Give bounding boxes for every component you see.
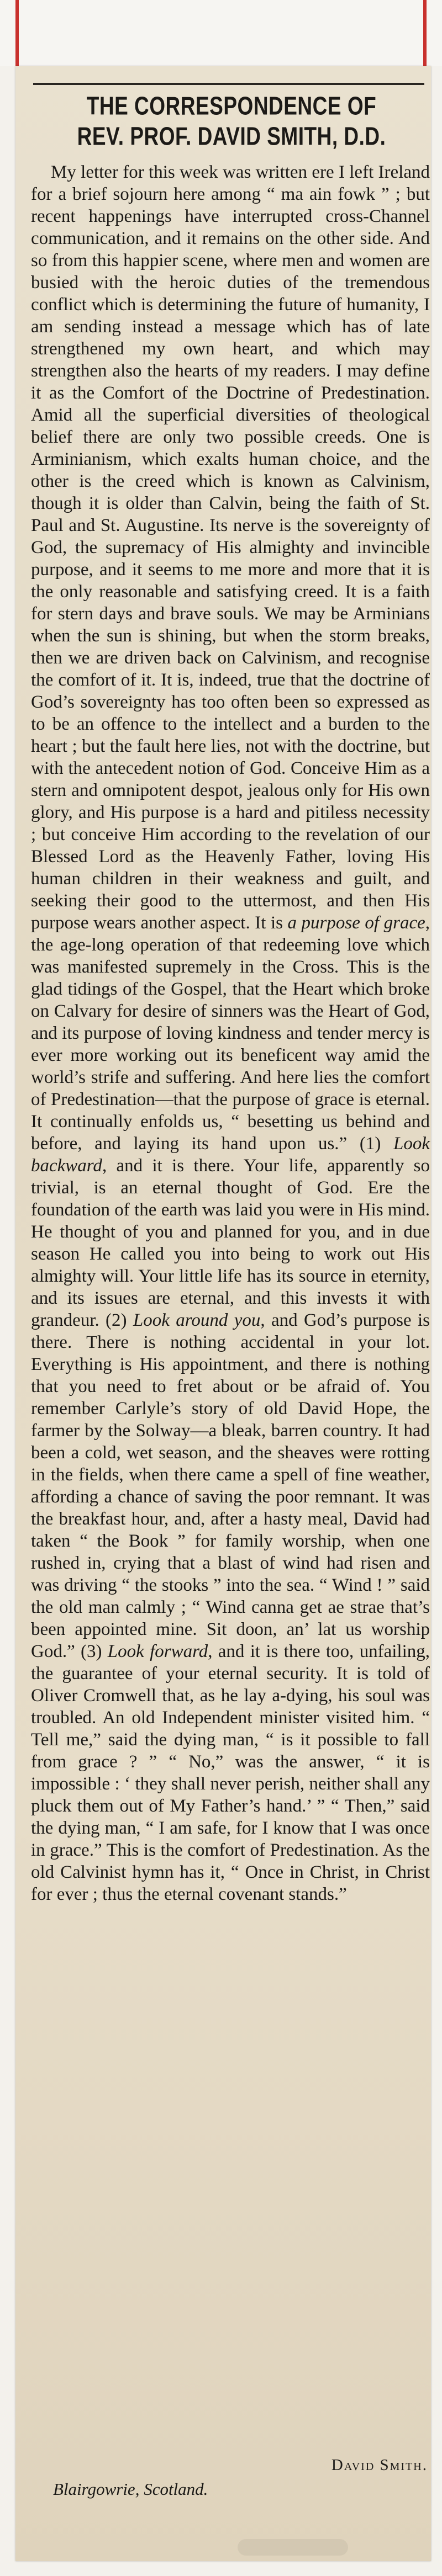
paper-stain xyxy=(238,2539,348,2556)
dateline-place: Blairgowrie, Scotland. xyxy=(53,2479,208,2499)
emphasis-purpose-of-grace: a purpose of grace xyxy=(287,913,425,933)
header-rule xyxy=(33,83,424,85)
page-margin xyxy=(0,0,442,66)
heading-line-1: THE CORRESPONDENCE OF xyxy=(86,92,377,120)
author-signature: David Smith. xyxy=(331,2456,428,2474)
emphasis-look-around: Look around you xyxy=(133,1310,261,1330)
article-heading xyxy=(33,91,430,152)
body-text-part-1: My letter for this week was written ere I left Ireland for a brief sojourn here among “ ma ain fowk ” ; but recent happenings have interrupted cross-Channel communication, and it remains on the other side. And so from this happier scene, where men and women are busied with the heroic duties of the tremendous conflict which is determining the future of humanity, I am sending instead a message which has of late strengthened my own heart, and which may strengthen also the hearts of my readers. I may define it as the Comfort of the Doctrine of Predestination. Amid all the superficial diversities of theological belief there are only two possible creeds. One is Arminianism, which exalts human choice, and the other is the creed which is known as Calvinism, though it is older than Calvin, being the faith of St. Paul and St. Augustine. Its nerve is the sovereignty of God, the supremacy of His almighty and invincible purpose, and it seems to me more and more that it is the only reasonable and satisfying creed. It is a faith for stern days and brave souls. We may be Arminians when the sun is shining, but when the storm breaks, then we are driven back on Calvinism, and recognise the comfort of it. It is, indeed, true that the doctrine of God’s sovereignty has too often been so expressed as to be an offence to the intellect and a burden to the heart ; but the fault here lies, not with the doctrine, but with the antecedent notion of God. Conceive Him as a stern and omnipotent despot, jealous only for His own glory, and His purpose is a hard and pitiless necessity ; but conceive Him according to the revelation of our Blessed Lord as the Heavenly Father, loving His human children in their weakness and guilt, and seeking their good to the uttermost, and then His purpose wears another aspect. It is xyxy=(31,162,430,933)
emphasis-look-forward: Look forward xyxy=(107,1642,208,1661)
body-text-part-3: , and it is there. Your life, apparently so trivial, is an eternal thought of God. Ere the foundation of the earth was laid you were in His mind. He thought of you and planned for you, and in due season He called you into being to work out His almighty will. Your little life has its source in eternity, and its issues are eternal, and this invests it with grandeur. (2) xyxy=(31,1156,430,1330)
body-text-part-4: , and God’s purpose is there. There is nothing accidental in your lot. Everything is His appointment, and there is nothing that you need to fret about or be afraid of. You remember Carlyle’s story of old David Hope, the farmer by the Solway—a bleak, barren country. It had been a cold, wet season, and the sheaves were rotting in the fields, when there came a spell of fine weather, affording a chance of saving the poor remnant. It was the breakfast hour, and, after a hasty meal, David had taken “ the Book ” for family worship, when one rushed in, crying that a blast of wind had risen and was driving “ the stooks ” into the sea. “ Wind ! ” said the old man calmly ; “ Wind canna get ae strae that’s been appointed mine. Sit doon, an’ lat us worship God.” (3) xyxy=(31,1310,430,1661)
body-text-part-2: , the age-long operation of that redeeming love which was manifested supremely in the Cross. This is the glad tidings of the Gospel, that the Heart which broke on Calvary for desire of sinners was the Heart of God, and its purpose of loving kindness and tender mercy is ever more working out its beneficent way amid the world’s strife and suffering. And here lies the comfort of Predestination—that the purpose of grace is eternal. It continually enfolds us, “ besetting us behind and before, and laying its hand upon us.” (1) xyxy=(31,913,430,1154)
emphasis-look-backward: Look backward xyxy=(31,1134,430,1176)
body-text-part-5: , and it is there too, unfailing, the guarantee of your eternal security. It is told of Oliver Cromwell that, as he lay a-dying, his soul was troubled. An old Independent minister visited him. “ Tell me,” said the dying man, “ is it possible to fall from grace ? ” “ No,” was the answer, “ it is impossible : ‘ they shall never perish, neither shall any pluck them out of My Father’s hand.’ ” “ Then,” said the dying man, “ I am safe, for I know that I was once in grace.” This is the comfort of Predestination. As the old Calvinist hymn has it, “ Once in Christ, in Christ for ever ; thus the eternal covenant stands.” xyxy=(31,1642,430,1904)
heading-line-2: REV. PROF. DAVID SMITH, D.D. xyxy=(77,122,386,151)
article-body xyxy=(31,161,430,1905)
